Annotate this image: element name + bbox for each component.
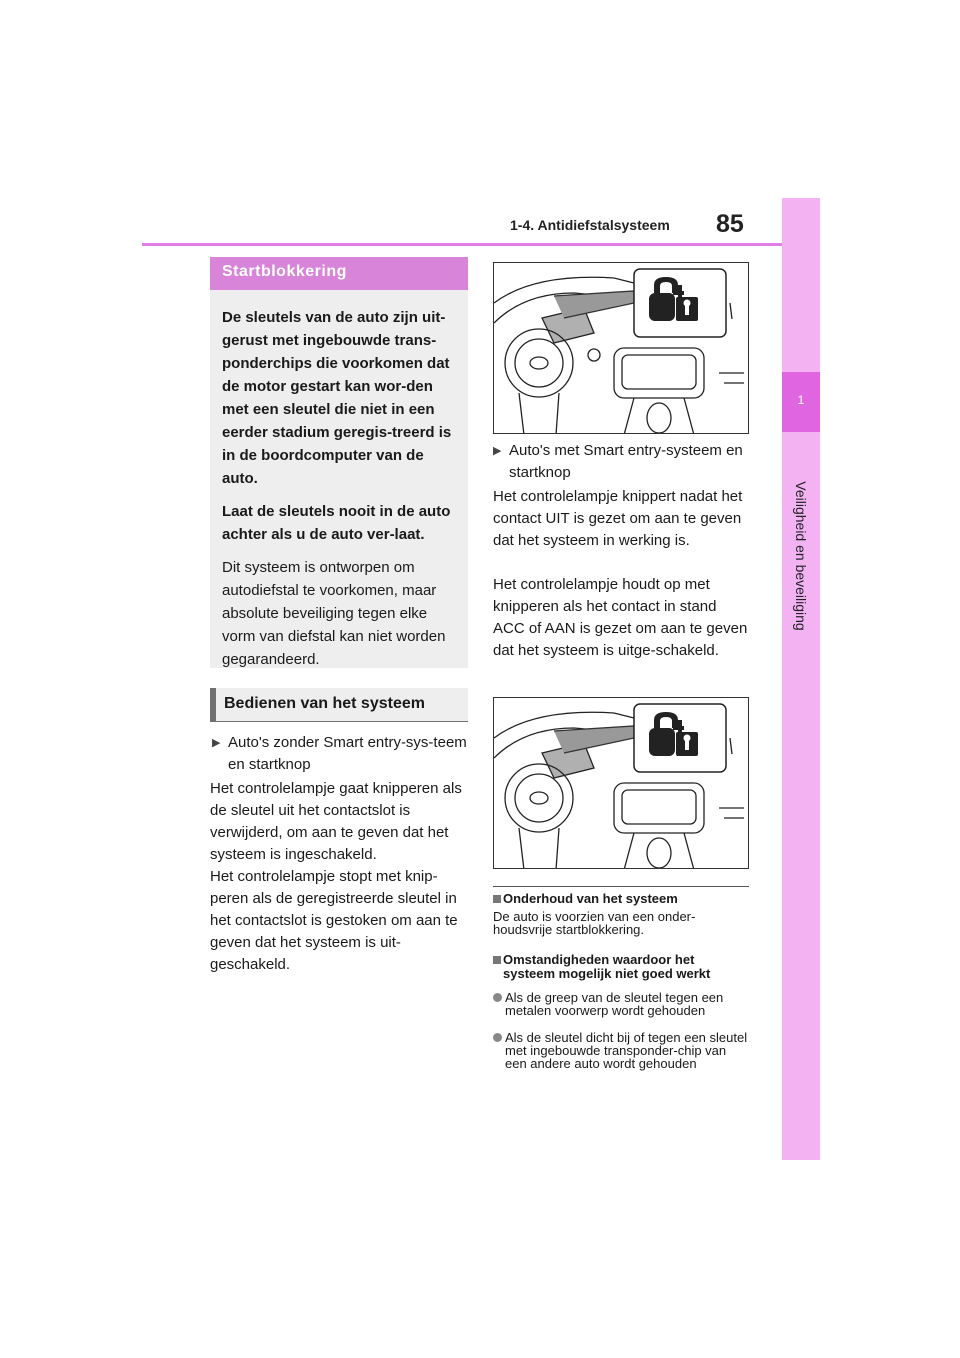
round-bullet-icon [493, 993, 502, 1002]
intro-paragraph: De sleutels van de auto zijn uit-gerust met ingebouwde trans-ponderchips die voorkomen dat de motor gestart kan wor-den met een sleutel die niet in een eerder stadium geregis-treerd is in de boordcomputer van de auto. [222, 309, 452, 487]
body-paragraph: Het controlelampje stopt met knip-peren als de geregistreerde sleutel in het contactslot is gestoken om aan te geven dat het systeem is uit-geschakeld. [210, 868, 458, 973]
intro-box [210, 290, 468, 668]
chapter-title: Veiligheid en beveiliging [793, 481, 809, 631]
bullet-text: Auto's zonder Smart entry-sys-teem en startknop [228, 734, 467, 773]
triangle-bullet-icon: ▶ [493, 445, 502, 457]
dashboard-illustration [493, 697, 749, 869]
notes-divider [493, 886, 749, 887]
dashboard-illustration [493, 262, 749, 434]
intro-note: Dit systeem is ontworpen om autodiefstal te voorkomen, maar absolute beveiliging tegen elke vorm van diefstal kan niet worden gegarandeerd. [222, 559, 446, 668]
intro-warning: Laat de sleutels nooit in de auto achter als u de auto ver-laat. [222, 503, 451, 543]
body-paragraph: Het controlelampje knippert nadat het contact UIT is gezet om aan te geven dat het systeem in werking is. [493, 488, 743, 549]
triangle-bullet-icon: ▶ [212, 737, 221, 749]
bullet-text: Auto's met Smart entry-systeem en startknop [509, 442, 743, 481]
chapter-side-strip [782, 198, 820, 1160]
note-heading-text: Omstandigheden waardoor het systeem mogelijk niet goed werkt [503, 952, 711, 981]
section-heading: Startblokkering [210, 257, 468, 290]
note-heading [493, 953, 749, 981]
note-item-text: Als de greep van de sleutel tegen een metalen voorwerp wordt gehouden [505, 990, 724, 1018]
body-paragraph: Het controlelampje gaat knipperen als de sleutel uit het contactslot is verwijderd, om aan te geven dat het systeem is ingeschakeld. [210, 780, 462, 863]
round-bullet-icon [493, 1033, 502, 1042]
note-heading [493, 892, 749, 906]
note-list-item [493, 1031, 749, 1070]
note-item-text: Als de sleutel dicht bij of tegen een sleutel met ingebouwde transponder-chip van een andere auto wordt gehouden [505, 1030, 748, 1071]
list-item [493, 440, 749, 484]
note-list-item [493, 991, 749, 1017]
header-rule [142, 243, 782, 246]
page-number: 85 [716, 210, 744, 238]
chapter-number: 1 [797, 393, 805, 407]
body-paragraph: Het controlelampje houdt op met knipperen als het contact in stand ACC of AAN is gezet om aan te geven dat het systeem is uitge-schakeld. [493, 576, 748, 659]
note-heading-text: Onderhoud van het systeem [503, 891, 678, 906]
dashboard-drawing [494, 698, 749, 869]
note-text: De auto is voorzien van een onder-houdsvrije startblokkering. [493, 909, 696, 937]
square-bullet-icon [493, 956, 501, 964]
list-item [212, 732, 468, 776]
sub-heading: Bedienen van het systeem [210, 688, 468, 722]
dashboard-drawing [494, 263, 749, 434]
section-title: 1-4. Antidiefstalsysteem [510, 217, 670, 233]
square-bullet-icon [493, 895, 501, 903]
